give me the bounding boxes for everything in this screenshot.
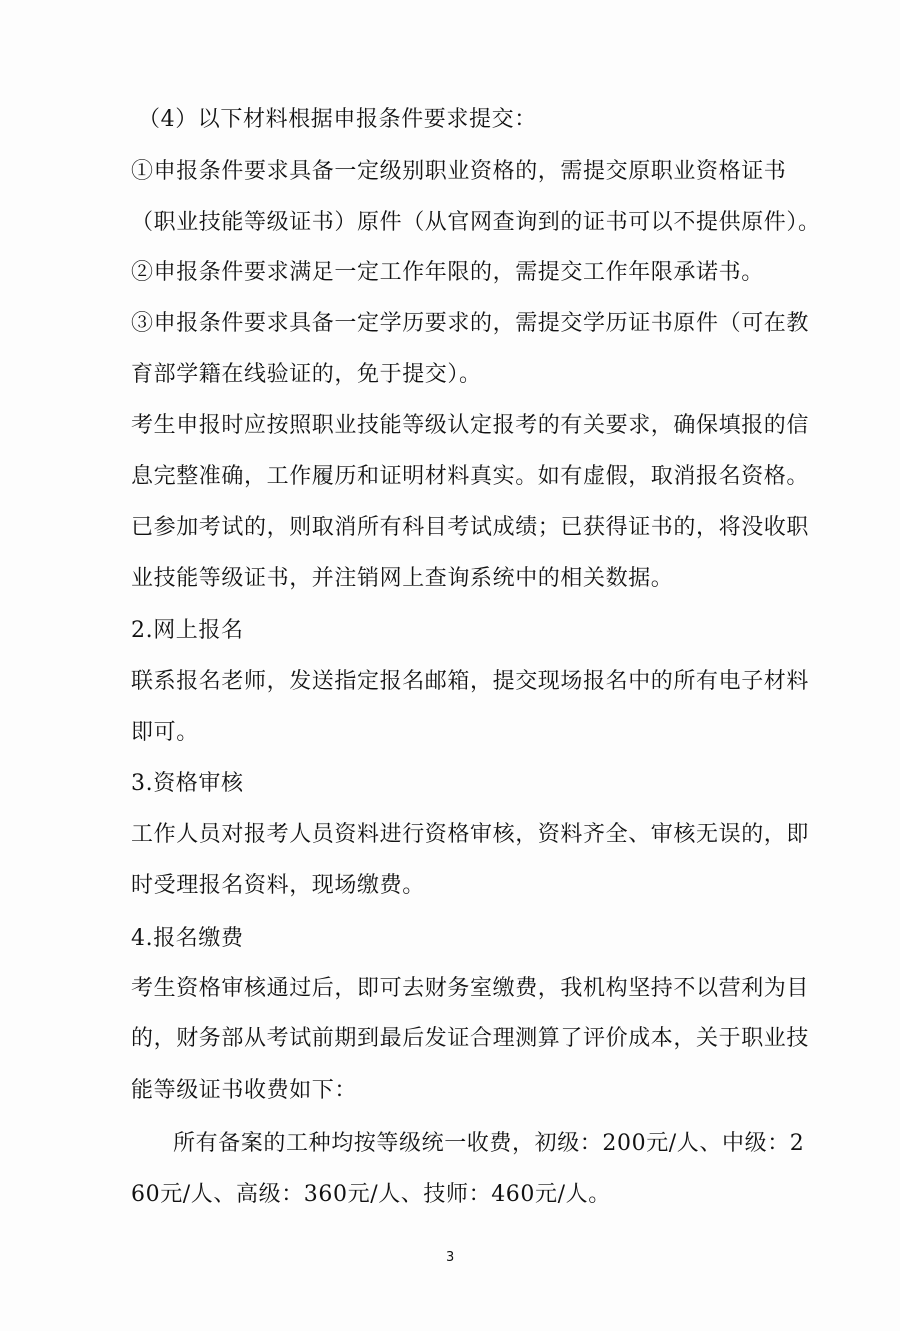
paragraph-line: 时受理报名资料，现场缴费。 [131,873,425,898]
paragraph-line: 即可。 [131,720,199,745]
paragraph-line: （职业技能等级证书）原件（从官网查询到的证书可以不提供原件）。 [131,210,821,235]
fee-paragraph-line: 60元/人、高级：360元/人、技师：460元/人。 [131,1182,611,1207]
paragraph-line: 考生资格审核通过后，即可去财务室缴费，我机构坚持不以营利为目 [131,976,810,1001]
paragraph-line: 工作人员对报考人员资料进行资格审核，资料齐全、审核无误的，即 [131,822,810,847]
fee-paragraph-line: 所有备案的工种均按等级统一收费，初级：200元/人、中级：2 [173,1131,805,1156]
paragraph-line: 已参加考试的，则取消所有科目考试成绩；已获得证书的，将没收职 [131,515,810,540]
paragraph-line: ①申报条件要求具备一定级别职业资格的，需提交原职业资格证书 [131,159,787,184]
section-heading-qualification-review: 3.资格审核 [131,771,244,796]
paragraph-line: 业技能等级证书，并注销网上查询系统中的相关数据。 [131,566,674,591]
paragraph-line: 能等级证书收费如下： [131,1078,358,1103]
section-heading-online-registration: 2.网上报名 [131,618,244,643]
paragraph-line: 考生申报时应按照职业技能等级认定报考的有关要求，确保填报的信 [131,413,810,438]
subsection-4-heading: （4）以下材料根据申报条件要求提交： [138,107,537,132]
paragraph-line: 育部学籍在线验证的，免于提交）。 [131,362,482,387]
paragraph-line: ②申报条件要求满足一定工作年限的，需提交工作年限承诺书。 [131,260,764,285]
paragraph-line: 联系报名老师，发送指定报名邮箱，提交现场报名中的所有电子材料 [131,669,810,694]
paragraph-line: ③申报条件要求具备一定学历要求的，需提交学历证书原件（可在教 [131,311,810,336]
section-heading-registration-fee: 4.报名缴费 [131,926,244,951]
paragraph-line: 息完整准确，工作履历和证明材料真实。如有虚假，取消报名资格。 [131,464,810,489]
paragraph-line: 的，财务部从考试前期到最后发证合理测算了评价成本，关于职业技 [131,1026,810,1051]
page-number: 3 [446,1250,455,1265]
